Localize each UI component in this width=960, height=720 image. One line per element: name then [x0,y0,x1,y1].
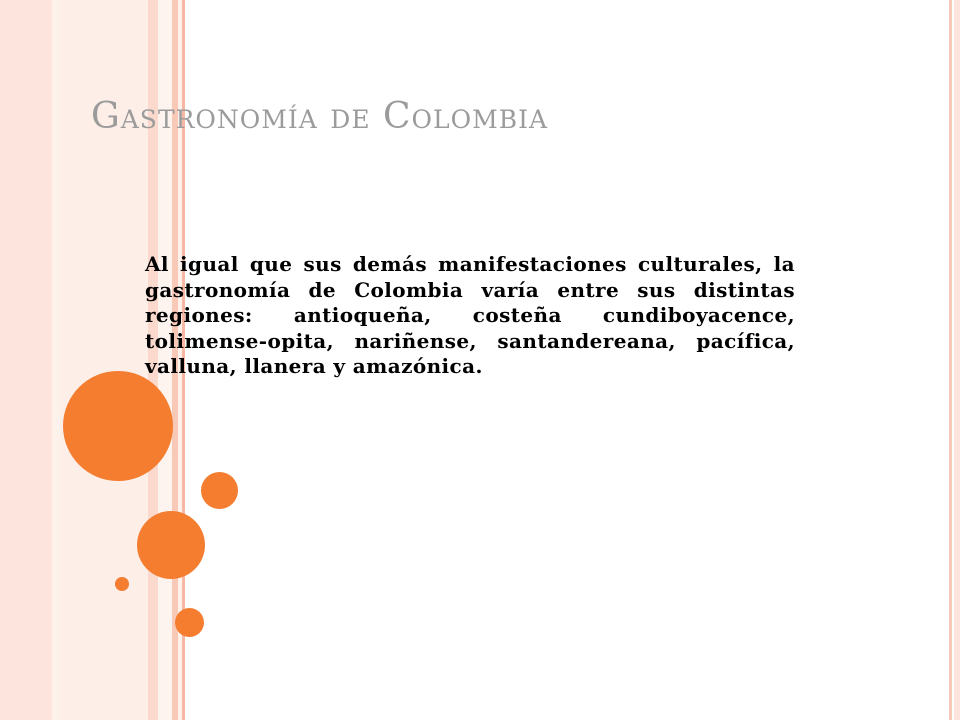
slide-title: Gastronomía de Colombia [91,96,549,137]
decorative-circle-tiny [115,577,129,591]
slide-body-text: Al igual que sus demás manifestaciones culturales, la gastronomía de Colombia varía entre sus distintas regiones: antioqueña, costeña cundiboyacence, tolimense-opita, nariñense, santandereana, pacífica, valluna, llanera y amazónica. [145,252,795,378]
decorative-stripe [0,0,52,720]
decorative-stripe-right [949,0,952,720]
decorative-circle-small [201,472,238,509]
decorative-circle-medium [137,511,205,579]
decorative-circle-large [63,371,173,481]
decorative-circle-small [175,608,204,637]
decorative-stripe-right [954,0,960,720]
decorative-stripe [52,0,60,720]
